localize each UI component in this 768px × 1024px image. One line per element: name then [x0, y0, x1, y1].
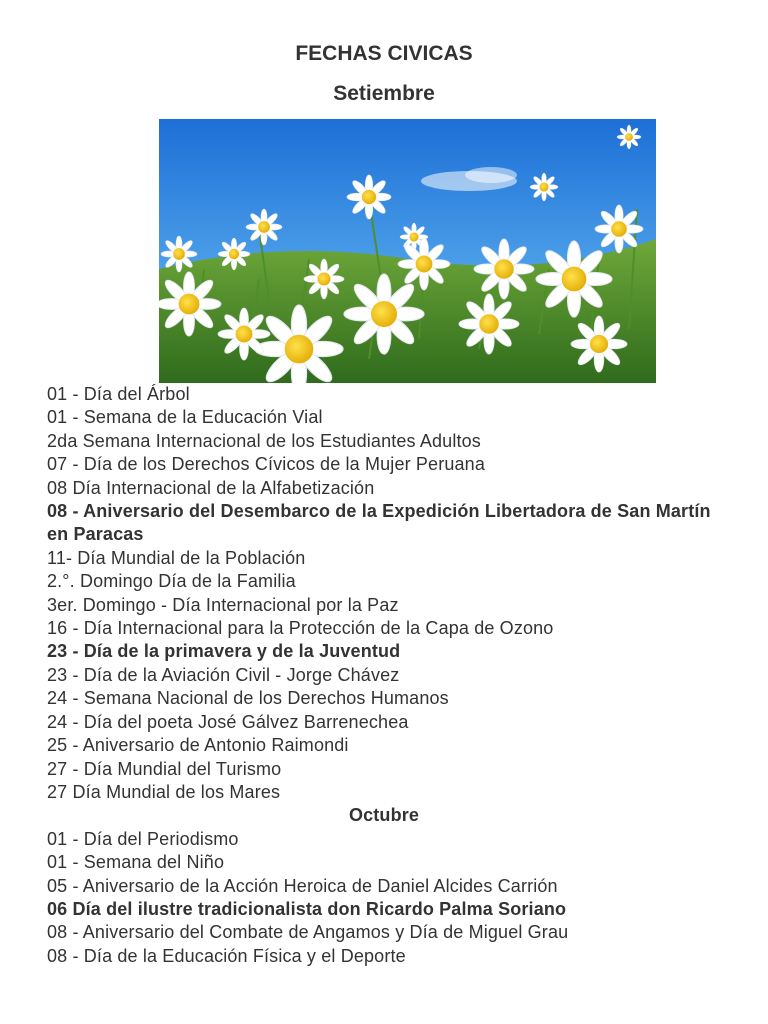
list-item: 24 - Día del poeta José Gálvez Barrenechea [47, 711, 409, 732]
list-item: 11- Día Mundial de la Población [47, 547, 306, 568]
civic-dates-list [47, 383, 727, 968]
month-heading-october: Octubre [348, 805, 420, 826]
list-item: 2da Semana Internacional de los Estudiantes Adultos [47, 430, 481, 451]
list-item: 01 - Día del Periodismo [47, 828, 239, 849]
list-item: 05 - Aniversario de la Acción Heroica de Daniel Alcides Carrión [47, 875, 558, 896]
month-heading-september: Setiembre [333, 82, 435, 105]
list-item: 25 - Aniversario de Antonio Raimondi [47, 735, 349, 756]
list-item: 08 - Aniversario del Combate de Angamos y Día de Miguel Grau [47, 922, 569, 943]
list-item: 01 - Semana del Niño [47, 852, 225, 873]
daisy-field-photo [159, 119, 656, 383]
list-item-highlighted: 06 Día del ilustre tradicionalista don Ricardo Palma Soriano [47, 898, 567, 919]
list-item-highlighted: 23 - Día de la primavera y de la Juventud [47, 641, 401, 662]
list-item: 08 Día Internacional de la Alfabetización [47, 477, 375, 498]
list-item: 3er. Domingo - Día Internacional por la Paz [47, 594, 399, 615]
list-item: 27 - Día Mundial del Turismo [47, 758, 282, 779]
list-item: 01 - Semana de la Educación Vial [47, 407, 323, 428]
list-item: 2.°. Domingo Día de la Familia [47, 571, 296, 592]
daisy-field-image [159, 119, 656, 383]
page-title: FECHAS CIVICAS [295, 42, 473, 65]
list-item: 23 - Día de la Aviación Civil - Jorge Chávez [47, 664, 400, 685]
list-item: 08 - Día de la Educación Física y el Deporte [47, 945, 406, 966]
list-item-highlighted: 08 - Aniversario del Desembarco de la Expedición Libertadora de San Martín en Paracas [47, 501, 711, 545]
list-item: 24 - Semana Nacional de los Derechos Humanos [47, 688, 449, 709]
list-item: 27 Día Mundial de los Mares [47, 781, 281, 802]
list-item: 07 - Día de los Derechos Cívicos de la Mujer Peruana [47, 454, 486, 475]
list-item: 16 - Día Internacional para la Protección de la Capa de Ozono [47, 618, 554, 639]
list-item: 01 - Día del Árbol [47, 384, 190, 404]
